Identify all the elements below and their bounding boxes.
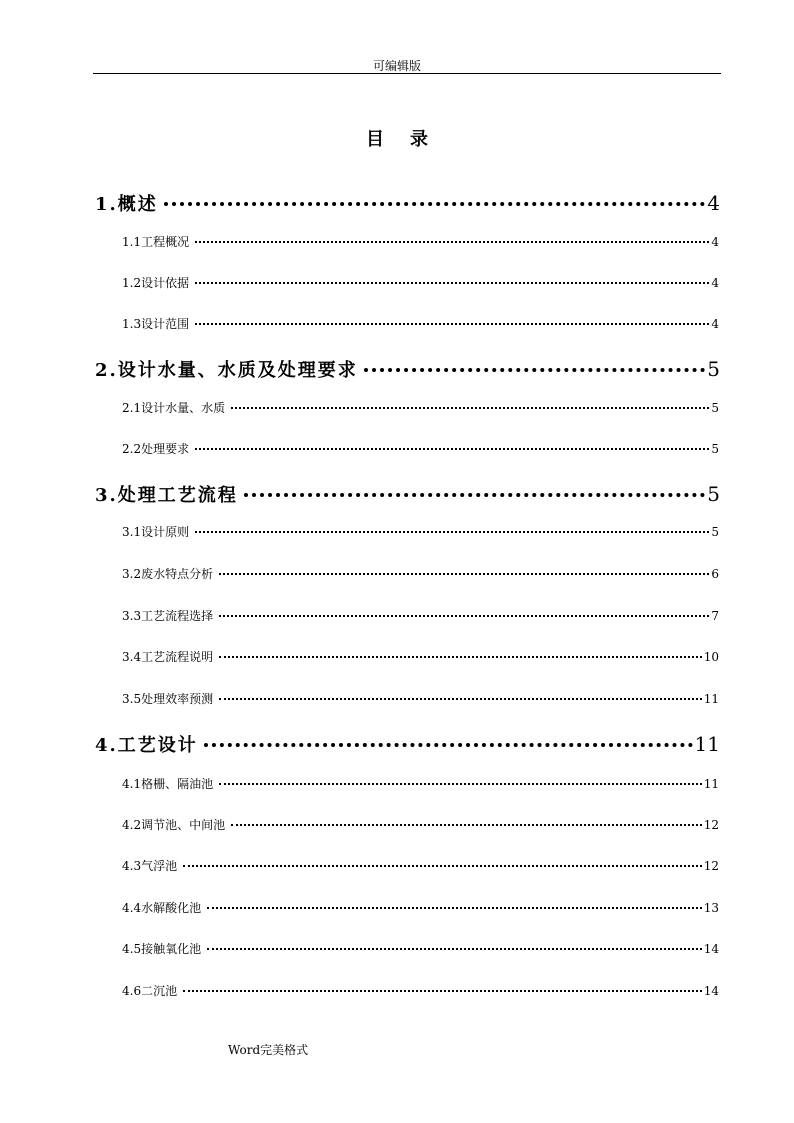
toc-subsection-entry[interactable] <box>122 607 719 624</box>
toc-entry-label: 4.工艺设计 <box>95 735 198 756</box>
toc-entry-label: 3.2废水特点分析 <box>122 567 214 581</box>
toc-entry-label: 1.2设计依据 <box>122 276 190 290</box>
toc-entry-page-number: 11 <box>703 777 719 791</box>
toc-entry-label: 1.概述 <box>95 194 158 215</box>
dot-leader <box>204 743 693 747</box>
toc-entry-label: 1.3设计范围 <box>122 317 190 331</box>
dot-leader <box>195 531 709 533</box>
toc-entry-page-number: 5 <box>711 525 719 539</box>
toc-subsection-entry[interactable] <box>122 690 719 707</box>
toc-subsection-entry[interactable] <box>122 565 719 582</box>
toc-entry-page-number: 6 <box>711 567 719 581</box>
dot-leader <box>164 202 705 206</box>
toc-subsection-entry[interactable] <box>122 899 719 916</box>
toc-entry-label: 1.1工程概况 <box>122 235 190 249</box>
dot-leader <box>183 865 702 867</box>
toc-entry-label: 4.1格栅、隔油池 <box>122 777 214 791</box>
toc-subsection-entry[interactable] <box>122 982 719 999</box>
dot-leader <box>219 615 709 617</box>
dot-leader <box>244 493 705 497</box>
toc-section-entry[interactable] <box>95 731 720 757</box>
toc-entry-label: 4.2调节池、中间池 <box>122 818 226 832</box>
toc-section-entry[interactable] <box>95 190 720 216</box>
dot-leader <box>195 282 709 284</box>
toc-subsection-entry[interactable] <box>122 523 719 540</box>
toc-entry-page-number: 5 <box>707 357 720 381</box>
dot-leader <box>207 907 702 909</box>
dot-leader <box>219 656 702 658</box>
dot-leader <box>219 783 702 785</box>
toc-entry-label: 4.3气浮池 <box>122 859 178 873</box>
toc-entry-page-number: 4 <box>711 317 719 331</box>
toc-entry-label: 3.4工艺流程说明 <box>122 650 214 664</box>
toc-entry-page-number: 11 <box>694 732 720 756</box>
toc-entry-label: 3.1设计原则 <box>122 525 190 539</box>
dot-leader <box>219 573 709 575</box>
toc-subsection-entry[interactable] <box>122 940 719 957</box>
toc-subsection-entry[interactable] <box>122 648 719 665</box>
toc-entry-label: 3.3工艺流程选择 <box>122 609 214 623</box>
toc-entry-label: 4.4水解酸化池 <box>122 901 202 915</box>
toc-entry-page-number: 5 <box>711 442 719 456</box>
toc-subsection-entry[interactable] <box>122 857 719 874</box>
dot-leader <box>207 948 702 950</box>
toc-subsection-entry[interactable] <box>122 775 719 792</box>
toc-subsection-entry[interactable] <box>122 816 719 833</box>
toc-subsection-entry[interactable] <box>122 274 719 291</box>
toc-entry-page-number: 4 <box>711 276 719 290</box>
toc-entry-label: 2.2处理要求 <box>122 442 190 456</box>
toc-entry-page-number: 11 <box>703 692 719 706</box>
toc-entry-label: 4.5接触氧化池 <box>122 942 202 956</box>
toc-section-entry[interactable] <box>95 356 720 382</box>
toc-entry-label: 2.1设计水量、水质 <box>122 401 226 415</box>
toc-entry-label: 3.处理工艺流程 <box>95 485 238 506</box>
toc-entry-page-number: 5 <box>707 482 720 506</box>
dot-leader <box>364 368 705 372</box>
toc-entry-page-number: 10 <box>703 650 719 664</box>
toc-entry-page-number: 4 <box>711 235 719 249</box>
dot-leader <box>183 990 702 992</box>
dot-leader <box>231 407 709 409</box>
dot-leader <box>195 241 709 243</box>
toc-subsection-entry[interactable] <box>122 399 719 416</box>
toc-title: 目录 <box>366 129 454 150</box>
toc-entry-page-number: 14 <box>703 942 719 956</box>
toc-entry-page-number: 12 <box>703 818 719 832</box>
toc-subsection-entry[interactable] <box>122 440 719 457</box>
toc-subsection-entry[interactable] <box>122 315 719 332</box>
dot-leader <box>195 323 709 325</box>
page-footer: Word完美格式 <box>228 1043 309 1057</box>
toc-entry-page-number: 12 <box>703 859 719 873</box>
dot-leader <box>231 824 702 826</box>
toc-entry-page-number: 5 <box>711 401 719 415</box>
toc-entry-label: 4.6二沉池 <box>122 984 178 998</box>
toc-entry-page-number: 4 <box>707 191 720 215</box>
toc-entry-label: 3.5处理效率预测 <box>122 692 214 706</box>
toc-entry-label: 2.设计水量、水质及处理要求 <box>95 360 358 381</box>
toc-subsection-entry[interactable] <box>122 233 719 250</box>
toc-entry-page-number: 13 <box>703 901 719 915</box>
toc-entry-page-number: 7 <box>711 609 719 623</box>
dot-leader <box>195 448 709 450</box>
page-header: 可编辑版 <box>372 59 421 73</box>
toc-entry-page-number: 14 <box>703 984 719 998</box>
toc-section-entry[interactable] <box>95 481 720 507</box>
dot-leader <box>219 698 702 700</box>
